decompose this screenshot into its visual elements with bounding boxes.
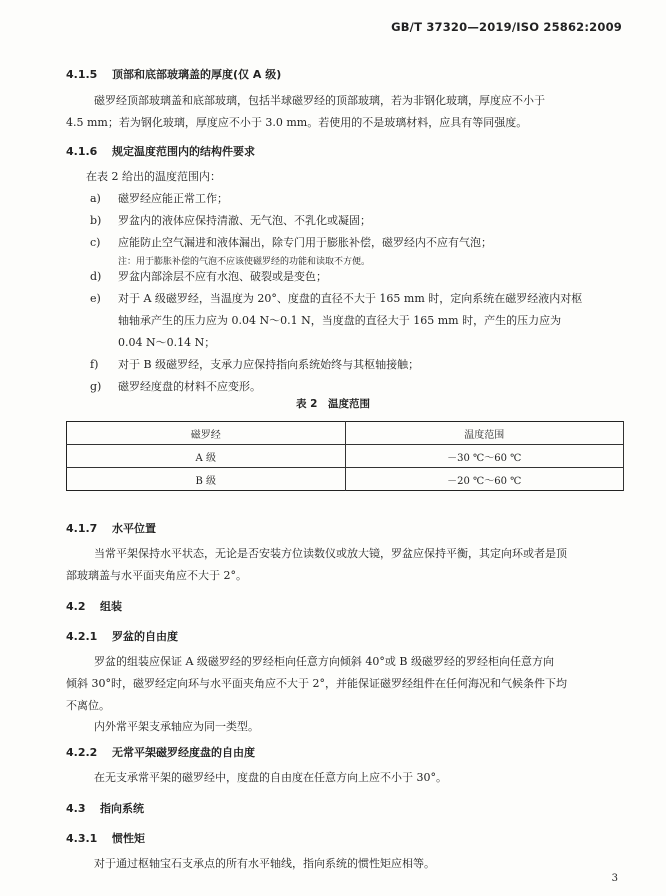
table-header-cell: 磁罗经 [67,422,346,445]
list-item-continuation: 0.04 N～0.14 N； [118,336,216,349]
table-cell: A 级 [67,445,346,468]
heading-number: 4.2 [66,600,86,613]
table-row [67,445,624,468]
heading-number: 4.3.1 [66,832,98,845]
list-item [90,266,327,288]
table-caption: 表 2 温度范围 [296,398,370,410]
paragraph: 磁罗经顶部玻璃盖和底部玻璃，包括半球磁罗经的顶部玻璃，若为非钢化玻璃，厚度应不小于 [94,94,545,107]
heading-title: 惯性矩 [112,832,145,845]
heading-4-1-7 [66,520,156,536]
heading-title: 组装 [100,600,122,613]
heading-4-1-5 [66,66,281,82]
list-item [90,288,582,310]
table-header-row [67,422,624,445]
paragraph: 在无支承常平架的磁罗经中，度盘的自由度在任意方向上应不小于 30°。 [94,771,447,784]
table-cell: －30 ℃～60 ℃ [345,445,624,468]
heading-4-2 [66,598,122,614]
list-text: 罗盆内部涂层不应有水泡、破裂或是变色； [118,270,327,283]
heading-4-1-6 [66,143,255,159]
paragraph-intro: 在表 2 给出的温度范围内： [86,170,221,183]
list-text: 罗盆内的液体应保持清澈、无气泡、不乳化或凝固； [118,214,371,227]
paragraph-continuation: 部玻璃盖与水平面夹角应不大于 2°。 [66,569,247,582]
heading-number: 4.1.7 [66,522,98,535]
heading-number: 4.1.6 [66,145,98,158]
table-header-cell: 温度范围 [345,422,624,445]
list-marker: d) [90,270,102,283]
list-text: 磁罗经应能正常工作； [118,192,228,205]
list-text: 磁罗经度盘的材料不应变形。 [118,380,261,393]
list-item [90,210,371,232]
standard-header: GB/T 37320—2019/ISO 25862:2009 [391,20,622,34]
paragraph: 内外常平架支承轴应为同一类型。 [94,720,259,733]
list-marker: e) [90,292,101,305]
list-marker: b) [90,214,102,227]
heading-4-3-1 [66,830,145,846]
heading-number: 4.1.5 [66,68,98,81]
heading-title: 指向系统 [100,802,144,815]
list-item [90,232,492,254]
list-marker: g) [90,380,102,393]
list-text: 应能防止空气漏进和液体漏出，除专门用于膨胀补偿，磁罗经内不应有气泡； [118,236,492,249]
list-text: 对于 B 级磁罗经，支承力应保持指向系统始终与其枢轴接触； [118,358,420,371]
heading-title: 无常平架磁罗经度盘的自由度 [112,746,255,759]
heading-4-2-1 [66,628,178,644]
list-item [90,354,419,376]
heading-4-2-2 [66,744,255,760]
heading-number: 4.2.1 [66,630,98,643]
list-item [90,376,261,398]
list-marker: f) [90,358,99,371]
list-marker: a) [90,192,101,205]
note: 注：用于膨胀补偿的气泡不应该使磁罗经的功能和读取不方便。 [118,257,371,267]
paragraph: 当常平架保持水平状态，无论是否安装方位读数仪或放大镜，罗盆应保持平衡，其定向环或者是顶 [94,547,567,560]
page-number: 3 [611,873,618,884]
heading-title: 规定温度范围内的结构件要求 [112,145,255,158]
table-cell: B 级 [67,468,346,491]
heading-number: 4.2.2 [66,746,98,759]
paragraph-continuation: 4.5 mm；若为钢化玻璃，厚度应不小于 3.0 mm。若使用的不是玻璃材料，应具有等同强度。 [66,116,528,129]
heading-title: 水平位置 [112,522,156,535]
paragraph-continuation: 不离位。 [66,699,110,712]
paragraph-continuation: 倾斜 30°时，磁罗经定向环与水平面夹角应不大于 2°，并能保证磁罗经组件在任何海况和气候条件下均 [66,677,567,690]
paragraph: 罗盆的组装应保证 A 级磁罗经的罗经柜向任意方向倾斜 40°或 B 级磁罗经的罗经柜向任意方向 [94,655,555,668]
heading-number: 4.3 [66,802,86,815]
list-marker: c) [90,236,101,249]
temperature-range-table [66,421,624,491]
heading-title: 顶部和底部玻璃盖的厚度(仅 A 级) [112,68,282,81]
heading-title: 罗盆的自由度 [112,630,178,643]
list-text: 对于 A 级磁罗经，当温度为 20°、度盘的直径不大于 165 mm 时，定向系统在磁罗经液内对枢 [118,292,583,305]
list-item-continuation: 轴轴承产生的压力应为 0.04 N～0.1 N，当度盘的直径大于 165 mm 时，产生的压力应为 [118,314,562,327]
table-row [67,468,624,491]
heading-4-3 [66,800,144,816]
table-cell: －20 ℃～60 ℃ [345,468,624,491]
list-item [90,188,228,210]
paragraph: 对于通过枢轴宝石支承点的所有水平轴线，指向系统的惯性矩应相等。 [94,857,435,870]
